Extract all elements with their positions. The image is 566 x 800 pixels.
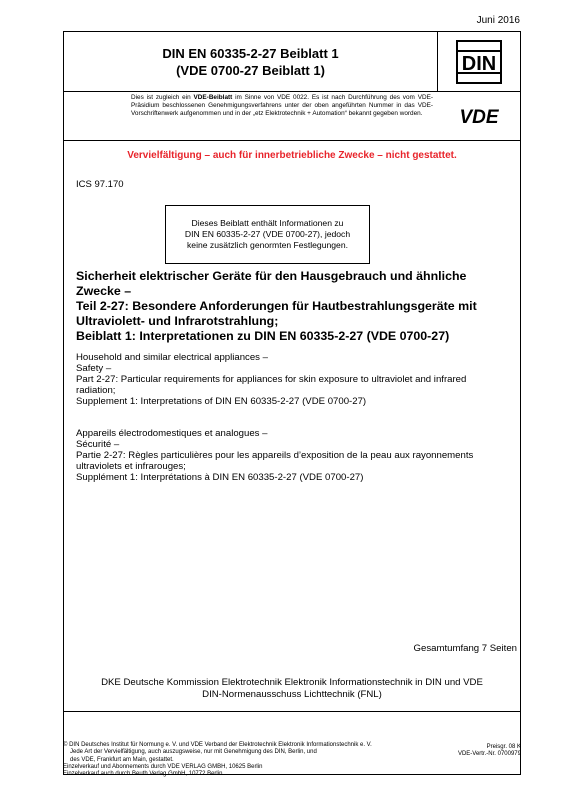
ics-code: ICS 97.170 — [76, 179, 124, 190]
german-title-line: Ultraviolett- und Infrarotstrahlung; — [76, 314, 279, 328]
german-title-line: Sicherheit elektrischer Geräte für den Hausgebrauch und ähnliche — [76, 269, 467, 283]
vde-logo-icon — [449, 107, 509, 125]
committee-line: DIN-Normenausschuss Lichttechnik (FNL) — [202, 689, 382, 700]
english-title-line: Household and similar electrical appliances – — [76, 352, 268, 363]
price-footer — [458, 744, 521, 759]
french-title-line: Supplément 1: Interprétations à DIN EN 60335-2-27 (VDE 0700-27) — [76, 472, 364, 483]
vde-notice-bold: VDE-Beiblatt — [193, 94, 233, 101]
english-title-line: Part 2-27: Particular requirements for appliances for skin exposure to ultraviolet and infrared — [76, 374, 467, 385]
footer-line: des VDE, Frankfurt am Main, gestattet. — [70, 756, 174, 763]
english-title-line: Supplement 1: Interpretations of DIN EN 60335-2-27 (VDE 0700-27) — [76, 396, 367, 407]
price-group: Preisgr. 08 K — [486, 744, 521, 750]
vde-notice-text-end: im Sinne von VDE 0022. Es ist nach Durchführung des vom VDE-Präsidium beschlossenen Genehmigungsverfahrens unter der oben angeführten Nummer in das VDE-Vorschriftenwerk aufgenommen und in der „etz Elektrotechnik + Automation“ bekannt gegeben worden. — [131, 94, 433, 118]
vde-order-number: VDE-Vertr.-Nr. 0700979 — [457, 751, 521, 758]
english-title-line: radiation; — [76, 385, 116, 396]
english-title — [76, 352, 516, 407]
footer-line: Jede Art der Vervielfältigung, auch auszugsweise, nur mit Genehmigung des DIN, Berlin, und — [70, 749, 317, 756]
english-title-line: Safety – — [76, 363, 112, 374]
din-logo-text: DIN — [461, 52, 497, 75]
info-box-line: DIN EN 60335-2-27 (VDE 0700-27), jedoch — [184, 229, 351, 239]
committee-line: DKE Deutsche Kommission Elektrotechnik Elektronik Informationstechnik in DIN und VDE — [101, 677, 483, 688]
info-box — [165, 205, 370, 264]
cover-frame — [63, 31, 521, 775]
footer-line: Einzelverkauf und Abonnements durch VDE VERLAG GMBH, 10625 Berlin — [63, 763, 263, 770]
german-title-line: Teil 2-27: Besondere Anforderungen für Hautbestrahlungsgeräte mit — [76, 299, 477, 313]
german-title — [76, 269, 516, 344]
info-box-line: keine zusätzlich genormten Festlegungen. — [187, 240, 348, 250]
vde-notice-text-start: Dies ist zugleich ein — [131, 94, 194, 101]
german-title-line: Beiblatt 1: Interpretationen zu DIN EN 60335-2-27 (VDE 0700-27) — [76, 329, 450, 343]
copyright-footer — [63, 742, 423, 778]
header-row — [64, 32, 520, 92]
frame-divider — [64, 711, 520, 712]
info-box-line: Dieses Beiblatt enthält Informationen zu — [191, 218, 344, 228]
french-title-line: Partie 2-27: Règles particulières pour les appareils d’exposition de la peau aux rayonnements — [76, 450, 474, 461]
german-title-line: Zwecke – — [76, 284, 132, 298]
document-title-line-1: DIN EN 60335-2-27 Beiblatt 1 — [162, 45, 339, 61]
committee — [64, 677, 520, 701]
document-title-line-2: (VDE 0700-27 Beiblatt 1) — [176, 62, 325, 78]
vde-notice-row — [64, 92, 520, 141]
footer-line: © DIN Deutsches Institut für Normung e. V. und VDE Verband der Elektrotechnik Elektronik Informationstechnik e. V. — [63, 742, 372, 748]
publication-date: Juni 2016 — [476, 15, 520, 26]
french-title-line: Appareils électrodomestiques et analogues – — [76, 428, 268, 439]
french-title — [76, 428, 516, 483]
vde-logo-cell — [438, 92, 520, 140]
french-title-line: Sécurité – — [76, 439, 120, 450]
french-title-line: ultraviolets et infrarouges; — [76, 461, 186, 472]
document-title — [64, 32, 438, 91]
total-pages: Gesamtumfang 7 Seiten — [413, 643, 517, 654]
din-logo-icon — [456, 40, 502, 84]
vde-logo-text: VDE — [459, 107, 499, 125]
reproduction-notice: Vervielfältigung – auch für innerbetriebliche Zwecke – nicht gestattet. — [127, 150, 457, 161]
vde-notice — [131, 94, 433, 119]
din-logo-cell — [438, 32, 520, 91]
footer-line: Einzelverkauf auch durch Beuth Verlag GmbH, 10772 Berlin — [63, 771, 223, 778]
